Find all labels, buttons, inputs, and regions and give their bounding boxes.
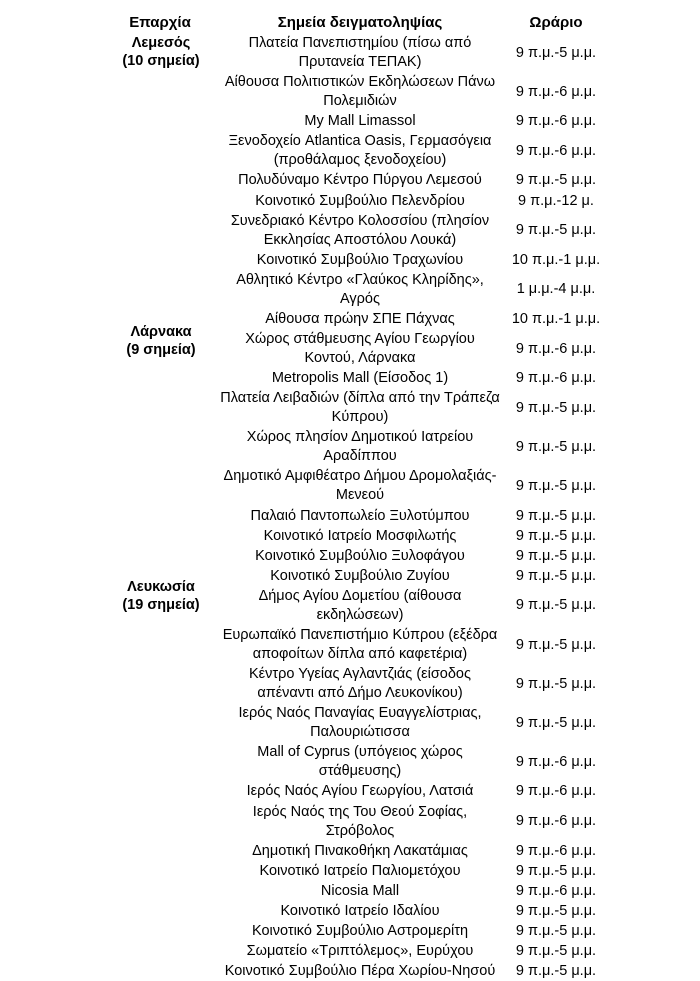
- location-text: Δημοτικό Αμφιθέατρο Δήμου Δρομολαξιάς-: [223, 468, 497, 485]
- hours-cell: 9 π.μ.-5 μ.μ.: [515, 44, 597, 61]
- location-cell: [210, 743, 510, 781]
- hours-cell: 9 π.μ.-5 μ.μ.: [515, 923, 597, 939]
- location-cell: [210, 547, 510, 566]
- location-text: Ιερός Ναός Αγίου Γεωργίου, Λατσιά: [246, 783, 474, 800]
- hours-cell: 9 π.μ.-5 μ.μ.: [515, 438, 597, 455]
- location-text: Εκκλησίας Αποστόλου Λουκά): [263, 231, 457, 248]
- location-cell: [210, 942, 510, 961]
- header-location: Σημεία δειγματοληψίας: [277, 14, 443, 31]
- hours-cell: 9 π.μ.-6 μ.μ.: [515, 83, 597, 100]
- location-cell: [210, 803, 510, 841]
- location-text: Δήμος Αγίου Δομετίου (αίθουσα: [258, 587, 462, 604]
- hours-cell: 9 π.μ.-5 μ.μ.: [515, 172, 597, 189]
- location-text: Αθλητικό Κέντρο «Γλαύκος Κληρίδης»,: [236, 271, 484, 288]
- location-text: Ξενοδοχείο Atlantica Oasis, Γερμασόγεια: [228, 133, 492, 150]
- location-text: Αίθουσα πρώην ΣΠΕ Πάχνας: [265, 310, 455, 327]
- location-text: Στρόβολος: [325, 822, 395, 839]
- location-cell: [210, 527, 510, 546]
- hours-cell: 9 π.μ.-5 μ.μ.: [515, 567, 597, 584]
- location-cell: [210, 369, 510, 388]
- location-text: Κοινοτικό Ιατρείο Παλιομετόχου: [259, 862, 461, 879]
- location-cell: [210, 192, 510, 211]
- location-text: Πολυδύναμο Κέντρο Πύργου Λεμεσού: [238, 172, 482, 189]
- district-name: Λευκωσία: [127, 579, 195, 595]
- location-cell: [210, 882, 510, 901]
- hours-cell: 9 π.μ.-6 μ.μ.: [515, 753, 597, 770]
- hours-cell: 9 π.μ.-5 μ.μ.: [515, 636, 597, 653]
- location-text: Κοινοτικό Ιατρείο Ιδαλίου: [280, 902, 440, 919]
- location-text: Κύπρου): [331, 409, 389, 426]
- header-district: Επαρχία: [129, 14, 191, 31]
- location-text: (προθάλαμος ξενοδοχείου): [273, 152, 447, 169]
- location-cell: [210, 922, 510, 941]
- hours-cell: 9 π.μ.-5 μ.μ.: [515, 963, 597, 980]
- district-count: (10 σημεία): [122, 53, 200, 69]
- location-cell: [210, 507, 510, 526]
- location-cell: [210, 330, 510, 368]
- location-text: Κοινοτικό Συμβούλιο Αστρομερίτη: [251, 923, 469, 939]
- location-text: Κοινοτικό Συμβούλιο Ζυγίου: [270, 567, 450, 584]
- location-text: Metropolis Mall (Είσοδος 1): [271, 370, 449, 387]
- location-text: στάθμευσης): [318, 763, 402, 780]
- location-cell: [210, 665, 510, 703]
- location-cell: [210, 704, 510, 742]
- location-text: My Mall Limassol: [304, 113, 416, 130]
- hours-cell: 9 π.μ.-6 μ.μ.: [515, 370, 597, 387]
- location-cell: [210, 862, 510, 881]
- location-text: Παλαιό Παντοπωλείο Ξυλοτύμπου: [250, 507, 470, 524]
- location-cell: [210, 171, 510, 190]
- location-cell: [210, 962, 510, 981]
- hours-cell: 9 π.μ.-12 μ.: [518, 192, 594, 209]
- header-hours: Ωράριο: [529, 14, 583, 31]
- hours-cell: 9 π.μ.-5 μ.μ.: [515, 547, 597, 564]
- hours-cell: 9 π.μ.-6 μ.μ.: [515, 882, 597, 899]
- location-cell: [210, 73, 510, 111]
- district-count: (19 σημεία): [122, 597, 200, 613]
- location-cell: [210, 587, 510, 625]
- location-text: αποφοίτων δίπλα από καφετέρια): [252, 646, 468, 662]
- location-text: εκδηλώσεων): [316, 606, 404, 623]
- location-text: Κοινοτικό Συμβούλιο Πελενδρίου: [255, 192, 465, 209]
- location-text: Χώρος στάθμευσης Αγίου Γεωργίου: [245, 331, 475, 347]
- location-text: Ιερός Ναός της Του Θεού Σοφίας,: [252, 803, 468, 820]
- hours-cell: 9 π.μ.-5 μ.μ.: [515, 597, 597, 614]
- hours-cell: 9 π.μ.-5 μ.μ.: [515, 714, 597, 731]
- location-text: Σωματείο «Τριπτόλεμος», Ευρύχου: [246, 943, 474, 960]
- hours-cell: 10 π.μ.-1 μ.μ.: [511, 310, 601, 327]
- district-name: Λεμεσός: [131, 35, 191, 51]
- hours-cell: 9 π.μ.-5 μ.μ.: [515, 477, 597, 494]
- hours-cell: 9 π.μ.-6 μ.μ.: [515, 783, 597, 800]
- location-text: Μενεού: [335, 487, 385, 504]
- location-text: απέναντι από Δήμο Λευκονίκου): [257, 685, 463, 702]
- location-cell: [210, 842, 510, 861]
- district-name: Λάρνακα: [130, 324, 192, 340]
- hours-cell: 1 μ.μ.-4 μ.μ.: [516, 281, 596, 298]
- hours-cell: 9 π.μ.-5 μ.μ.: [515, 507, 597, 524]
- hours-cell: 9 π.μ.-5 μ.μ.: [515, 862, 597, 879]
- location-cell: [210, 34, 510, 72]
- district-count: (9 σημεία): [126, 342, 196, 358]
- location-text: Κοντού, Λάρνακα: [304, 350, 416, 366]
- district-larnaca: [100, 323, 222, 359]
- location-cell: [210, 782, 510, 801]
- hours-cell: 9 π.μ.-5 μ.μ.: [515, 527, 597, 544]
- location-cell: [210, 112, 510, 131]
- location-cell: [210, 310, 510, 329]
- hours-cell: 10 π.μ.-1 μ.μ.: [511, 251, 601, 268]
- location-cell: [210, 902, 510, 921]
- hours-cell: 9 π.μ.-5 μ.μ.: [515, 943, 597, 960]
- location-text: Πλατεία Λειβαδιών (δίπλα από την Τράπεζα: [220, 390, 500, 407]
- hours-cell: 9 π.μ.-6 μ.μ.: [515, 113, 597, 130]
- hours-cell: 9 π.μ.-5 μ.μ.: [515, 675, 597, 692]
- hours-cell: 9 π.μ.-6 μ.μ.: [515, 813, 597, 829]
- location-text: Ιερός Ναός Παναγίας Ευαγγελίστριας,: [238, 705, 482, 722]
- location-text: Πολεμιδιών: [323, 93, 397, 110]
- location-text: Χώρος πλησίον Δημοτικού Ιατρείου: [246, 429, 474, 446]
- location-text: Αίθουσα Πολιτιστικών Εκδηλώσεων Πάνω: [224, 74, 496, 91]
- location-cell: [210, 212, 510, 250]
- location-text: Κοινοτικό Ιατρείο Μοσφιλωτής: [263, 527, 457, 544]
- location-cell: [210, 251, 510, 270]
- hours-cell: 9 π.μ.-5 μ.μ.: [515, 902, 597, 919]
- location-text: Κέντρο Υγείας Αγλαντζιάς (είσοδος: [249, 666, 471, 683]
- location-cell: [210, 467, 510, 505]
- district-nicosia: [100, 578, 222, 614]
- location-text: Πρυτανεία ΤΕΠΑΚ): [298, 54, 422, 70]
- location-text: Δημοτική Πινακοθήκη Λακατάμιας: [252, 842, 468, 859]
- location-text: Πλατεία Πανεπιστημίου (πίσω από: [248, 35, 472, 51]
- location-text: Nicosia Mall: [320, 882, 400, 899]
- location-cell: [210, 271, 510, 309]
- location-text: Κοινοτικό Συμβούλιο Ξυλοφάγου: [255, 547, 465, 564]
- location-text: Αγρός: [340, 290, 380, 307]
- location-text: Συνεδριακό Κέντρο Κολοσσίου (πλησίον: [230, 212, 490, 229]
- location-cell: [210, 132, 510, 170]
- location-text: Ευρωπαϊκό Πανεπιστήμιο Κύπρου (εξέδρα: [222, 627, 498, 643]
- location-cell: [210, 567, 510, 586]
- location-text: Κοινοτικό Συμβούλιο Τραχωνίου: [256, 251, 464, 268]
- location-text: Κοινοτικό Συμβούλιο Πέρα Χωρίου-Νησού: [224, 963, 496, 980]
- district-limassol: [100, 34, 222, 70]
- hours-cell: 9 π.μ.-5 μ.μ.: [515, 222, 597, 239]
- hours-cell: 9 π.μ.-6 μ.μ.: [515, 142, 597, 159]
- location-text: Αραδίππου: [323, 448, 397, 465]
- hours-cell: 9 π.μ.-5 μ.μ.: [515, 399, 597, 416]
- location-cell: [210, 389, 510, 427]
- location-text: Παλουριώτισσα: [310, 724, 410, 741]
- hours-cell: 9 π.μ.-6 μ.μ.: [515, 842, 597, 859]
- location-cell: [210, 428, 510, 466]
- location-cell: [210, 626, 510, 664]
- location-text: Mall of Cyprus (υπόγειος χώρος: [257, 744, 463, 761]
- hours-cell: 9 π.μ.-6 μ.μ.: [515, 340, 597, 357]
